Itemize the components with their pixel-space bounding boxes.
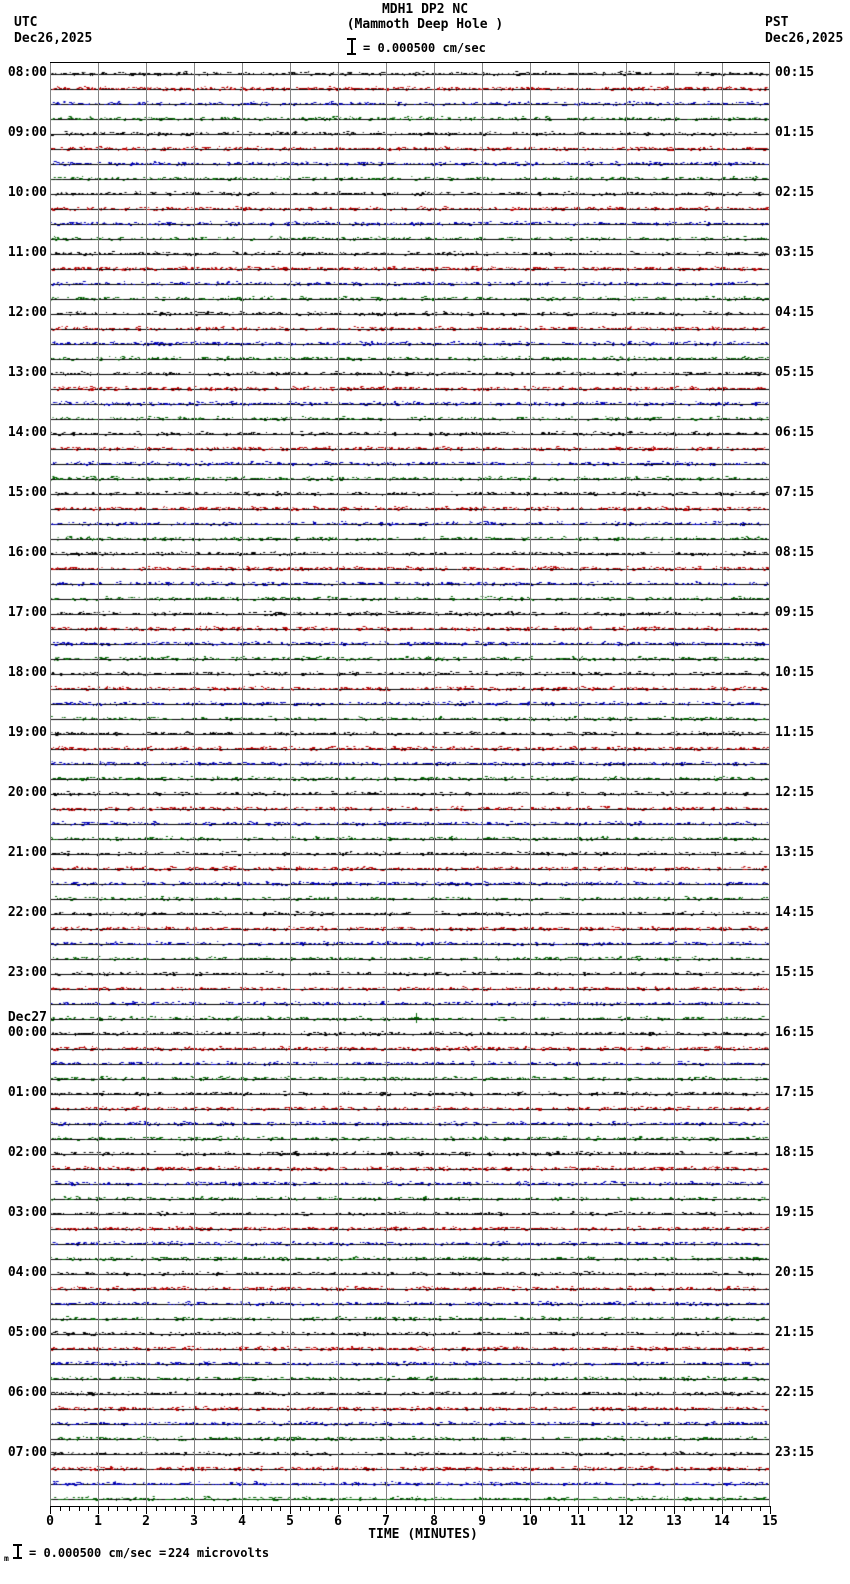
footer-prefix: m <box>4 1554 9 1563</box>
station-title: MDH1 DP2 NC <box>381 2 469 17</box>
minor-tick <box>703 1506 704 1511</box>
minor-tick <box>357 1506 358 1511</box>
minor-tick <box>415 1506 416 1511</box>
axis-tick-label: 13 <box>666 1514 682 1529</box>
minor-tick <box>88 1506 89 1511</box>
minor-tick <box>520 1506 521 1511</box>
minor-tick <box>741 1506 742 1511</box>
major-tick <box>578 1506 579 1514</box>
axis-tick-label: 14 <box>714 1514 730 1529</box>
station-location: (Mammoth Deep Hole ) <box>346 17 504 32</box>
utc-hour-label: 00:00 <box>7 1025 47 1040</box>
pst-date: Dec26,2025 <box>765 31 844 46</box>
utc-hour-label: 14:00 <box>7 425 47 440</box>
utc-hour-label: 23:00 <box>7 965 47 980</box>
minor-tick <box>328 1506 329 1511</box>
minor-tick <box>597 1506 598 1511</box>
minor-tick <box>664 1506 665 1511</box>
pst-hour-label: 21:15 <box>775 1325 815 1340</box>
minute-gridline <box>242 63 243 1506</box>
minor-tick <box>309 1506 310 1511</box>
minor-tick <box>184 1506 185 1511</box>
footer-value-text: 224 microvolts <box>168 1546 270 1560</box>
pst-hour-label: 16:15 <box>775 1025 815 1040</box>
axis-tick-label: 1 <box>94 1514 102 1529</box>
axis-tick-label: 3 <box>190 1514 198 1529</box>
utc-hour-label: 11:00 <box>7 245 47 260</box>
minor-tick <box>712 1506 713 1511</box>
pst-hour-label: 15:15 <box>775 965 815 980</box>
pst-hour-label: 19:15 <box>775 1205 815 1220</box>
minute-gridline <box>50 63 51 1506</box>
minor-tick <box>127 1506 128 1511</box>
pst-hour-label: 02:15 <box>775 185 815 200</box>
minor-tick <box>760 1506 761 1511</box>
major-tick <box>242 1506 243 1514</box>
minute-gridline <box>578 63 579 1506</box>
utc-hour-label: 04:00 <box>7 1265 47 1280</box>
minor-tick <box>319 1506 320 1511</box>
minor-tick <box>117 1506 118 1511</box>
scale-label: = 0.000500 cm/sec <box>363 41 486 55</box>
minute-gridline <box>338 63 339 1506</box>
minor-tick <box>616 1506 617 1511</box>
minor-tick <box>396 1506 397 1511</box>
minute-gridline <box>146 63 147 1506</box>
pst-hour-label: 20:15 <box>775 1265 815 1280</box>
seismic-traces-canvas <box>50 63 770 1506</box>
utc-label: UTC <box>14 15 38 30</box>
minor-tick <box>559 1506 560 1511</box>
utc-hour-label: 05:00 <box>7 1325 47 1340</box>
utc-date: Dec26,2025 <box>14 31 93 46</box>
pst-hour-label: 13:15 <box>775 845 815 860</box>
time-axis-title: TIME (MINUTES) <box>368 1527 478 1542</box>
minor-tick <box>655 1506 656 1511</box>
minor-tick <box>271 1506 272 1511</box>
minute-gridline <box>626 63 627 1506</box>
footer-scale-bar-icon <box>13 1544 22 1559</box>
pst-hour-label: 11:15 <box>775 725 815 740</box>
utc-hour-label: 21:00 <box>7 845 47 860</box>
minor-tick <box>213 1506 214 1511</box>
helicorder-plot <box>50 62 770 1507</box>
pst-hour-label: 06:15 <box>775 425 815 440</box>
minor-tick <box>280 1506 281 1511</box>
axis-tick-label: 4 <box>238 1514 246 1529</box>
pst-label: PST <box>765 15 789 30</box>
date-change-label: Dec27 <box>7 1010 47 1025</box>
pst-hour-label: 23:15 <box>775 1445 815 1460</box>
utc-hour-label: 01:00 <box>7 1085 47 1100</box>
utc-hour-label: 09:00 <box>7 125 47 140</box>
major-tick <box>722 1506 723 1514</box>
minor-tick <box>424 1506 425 1511</box>
axis-tick-label: 0 <box>46 1514 54 1529</box>
axis-tick-label: 8 <box>430 1514 438 1529</box>
utc-hour-label: 12:00 <box>7 305 47 320</box>
minor-tick <box>549 1506 550 1511</box>
minute-gridline <box>674 63 675 1506</box>
minor-tick <box>367 1506 368 1511</box>
axis-tick-label: 6 <box>334 1514 342 1529</box>
axis-tick-label: 9 <box>478 1514 486 1529</box>
major-tick <box>290 1506 291 1514</box>
minor-tick <box>645 1506 646 1511</box>
pst-hour-label: 22:15 <box>775 1385 815 1400</box>
major-tick <box>770 1506 771 1514</box>
minute-gridline <box>722 63 723 1506</box>
minor-tick <box>444 1506 445 1511</box>
minor-tick <box>156 1506 157 1511</box>
footer-scale-text: = 0.000500 cm/sec = <box>29 1546 167 1560</box>
minor-tick <box>492 1506 493 1511</box>
pst-hour-label: 10:15 <box>775 665 815 680</box>
pst-hour-label: 18:15 <box>775 1145 815 1160</box>
pst-hour-label: 03:15 <box>775 245 815 260</box>
major-tick <box>50 1506 51 1514</box>
minor-tick <box>636 1506 637 1511</box>
minor-tick <box>232 1506 233 1511</box>
pst-hour-label: 09:15 <box>775 605 815 620</box>
utc-hour-label: 07:00 <box>7 1445 47 1460</box>
pst-hour-label: 00:15 <box>775 65 815 80</box>
axis-tick-label: 10 <box>522 1514 538 1529</box>
axis-tick-label: 5 <box>286 1514 294 1529</box>
minor-tick <box>223 1506 224 1511</box>
major-tick <box>194 1506 195 1514</box>
minor-tick <box>108 1506 109 1511</box>
minor-tick <box>300 1506 301 1511</box>
minor-tick <box>540 1506 541 1511</box>
minute-gridline <box>434 63 435 1506</box>
pst-hour-label: 07:15 <box>775 485 815 500</box>
pst-hour-label: 14:15 <box>775 905 815 920</box>
utc-hour-label: 06:00 <box>7 1385 47 1400</box>
utc-hour-label: 17:00 <box>7 605 47 620</box>
minor-tick <box>501 1506 502 1511</box>
minor-tick <box>60 1506 61 1511</box>
axis-tick-label: 11 <box>570 1514 586 1529</box>
utc-hour-label: 13:00 <box>7 365 47 380</box>
minor-tick <box>252 1506 253 1511</box>
utc-hour-label: 16:00 <box>7 545 47 560</box>
utc-hour-label: 08:00 <box>7 65 47 80</box>
minor-tick <box>69 1506 70 1511</box>
minor-tick <box>684 1506 685 1511</box>
minor-tick <box>348 1506 349 1511</box>
minute-gridline <box>194 63 195 1506</box>
minute-gridline <box>290 63 291 1506</box>
utc-hour-label: 19:00 <box>7 725 47 740</box>
major-tick <box>146 1506 147 1514</box>
minute-gridline <box>482 63 483 1506</box>
minute-gridline <box>530 63 531 1506</box>
pst-hour-label: 01:15 <box>775 125 815 140</box>
utc-hour-label: 10:00 <box>7 185 47 200</box>
utc-hour-label: 15:00 <box>7 485 47 500</box>
scale-bar-icon <box>347 38 356 55</box>
axis-tick-label: 12 <box>618 1514 634 1529</box>
pst-hour-label: 04:15 <box>775 305 815 320</box>
pst-hour-label: 12:15 <box>775 785 815 800</box>
minor-tick <box>511 1506 512 1511</box>
utc-hour-label: 18:00 <box>7 665 47 680</box>
utc-hour-label: 02:00 <box>7 1145 47 1160</box>
major-tick <box>434 1506 435 1514</box>
minor-tick <box>472 1506 473 1511</box>
minute-gridline <box>386 63 387 1506</box>
minor-tick <box>261 1506 262 1511</box>
minor-tick <box>751 1506 752 1511</box>
pst-hour-label: 08:15 <box>775 545 815 560</box>
minor-tick <box>453 1506 454 1511</box>
major-tick <box>98 1506 99 1514</box>
axis-tick-label: 15 <box>762 1514 778 1529</box>
minute-gridline <box>769 63 770 1506</box>
minor-tick <box>376 1506 377 1511</box>
minor-tick <box>175 1506 176 1511</box>
minor-tick <box>165 1506 166 1511</box>
minor-tick <box>568 1506 569 1511</box>
minor-tick <box>463 1506 464 1511</box>
major-tick <box>530 1506 531 1514</box>
minute-gridline <box>98 63 99 1506</box>
major-tick <box>386 1506 387 1514</box>
minor-tick <box>693 1506 694 1511</box>
pst-hour-label: 05:15 <box>775 365 815 380</box>
utc-hour-label: 22:00 <box>7 905 47 920</box>
axis-tick-label: 7 <box>382 1514 390 1529</box>
major-tick <box>626 1506 627 1514</box>
major-tick <box>482 1506 483 1514</box>
minor-tick <box>405 1506 406 1511</box>
axis-tick-label: 2 <box>142 1514 150 1529</box>
minor-tick <box>204 1506 205 1511</box>
pst-hour-label: 17:15 <box>775 1085 815 1100</box>
utc-hour-label: 03:00 <box>7 1205 47 1220</box>
major-tick <box>674 1506 675 1514</box>
utc-hour-label: 20:00 <box>7 785 47 800</box>
minor-tick <box>607 1506 608 1511</box>
minor-tick <box>79 1506 80 1511</box>
minor-tick <box>732 1506 733 1511</box>
minor-tick <box>136 1506 137 1511</box>
minor-tick <box>588 1506 589 1511</box>
major-tick <box>338 1506 339 1514</box>
